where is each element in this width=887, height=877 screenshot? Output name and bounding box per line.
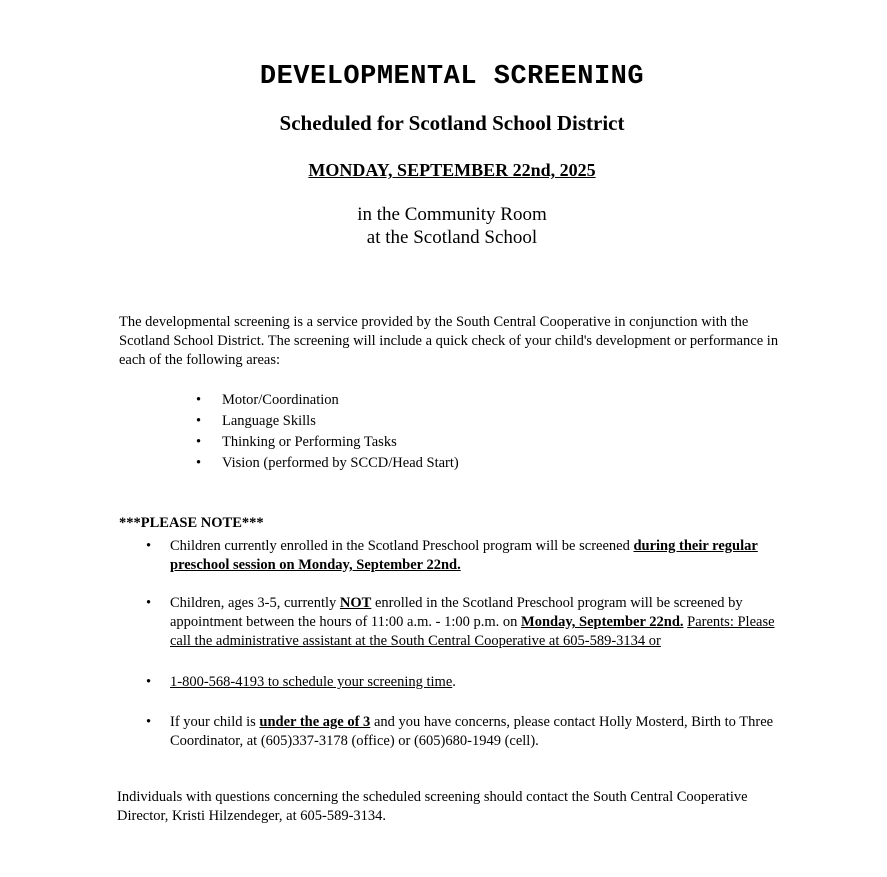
list-item <box>196 411 459 432</box>
page-title: DEVELOPMENTAL SCREENING <box>259 62 645 92</box>
note-call-text: Parents: Please call the administrative assistant at the South Central Cooperative at 605-589-3134 or <box>170 614 775 649</box>
note-text <box>170 713 790 751</box>
bullet-icon: • <box>146 714 152 730</box>
list-item <box>196 390 459 411</box>
note-text <box>170 673 790 692</box>
note-emphasis: during their regular preschool session on Monday, September 22nd. <box>170 538 758 573</box>
note-emphasis-date: Monday, September 22nd. <box>521 614 684 630</box>
bullet-icon: • <box>196 392 202 408</box>
note-emphasis-age: under the age of 3 <box>259 714 371 730</box>
note-text-part: Children currently enrolled in the Scotland Preschool program will be screened <box>170 538 634 554</box>
note-text <box>170 594 790 651</box>
area-label: Language Skills <box>222 413 316 429</box>
list-item <box>196 432 459 453</box>
bullet-icon: • <box>146 595 152 611</box>
note-text-part: . <box>452 674 456 690</box>
intro-paragraph: The developmental screening is a service provided by the South Central Cooperative in conjunction with the Scotland School District. The screening will include a quick check of your child's development or performance in each of the following areas: <box>119 314 779 368</box>
footer-paragraph: Individuals with questions concerning the scheduled screening should contact the South Central Cooperative Director, Kristi Hilzendeger, at 605-589-3134. <box>117 789 748 824</box>
location-line-2: at the Scotland School <box>366 227 538 248</box>
note-text-part: Children, ages 3-5, currently <box>170 595 340 611</box>
note-text-part: If your child is <box>170 714 260 730</box>
note-text <box>170 537 790 575</box>
note-text-part: and you have concerns, please contact Holly Mosterd, Birth to Three Coordinator, at (605)337-3178 (office) or (605)680-1949 (cell). <box>170 714 774 749</box>
screening-areas-list <box>196 390 459 474</box>
note-heading: ***PLEASE NOTE*** <box>119 515 264 531</box>
bullet-icon: • <box>196 434 202 450</box>
bullet-icon: • <box>196 413 202 429</box>
area-label: Vision (performed by SCCD/Head Start) <box>222 455 459 471</box>
bullet-icon: • <box>146 538 152 554</box>
page-subtitle: Scheduled for Scotland School District <box>279 111 625 135</box>
area-label: Thinking or Performing Tasks <box>222 434 397 450</box>
location-line-1: in the Community Room <box>357 204 547 225</box>
note-emphasis-not: NOT <box>339 595 372 611</box>
event-date: MONDAY, SEPTEMBER 22nd, 2025 <box>308 160 596 180</box>
bullet-icon: • <box>146 674 152 690</box>
bullet-icon: • <box>196 455 202 471</box>
list-item <box>196 453 459 474</box>
phone-number-text: 1-800-568-4193 to schedule your screening time <box>170 674 453 690</box>
note-text-part: enrolled in the Scotland Preschool program will be screened by appointment between the hours of 11:00 a.m. - 1:00 p.m. on <box>170 595 743 630</box>
area-label: Motor/Coordination <box>222 392 339 408</box>
